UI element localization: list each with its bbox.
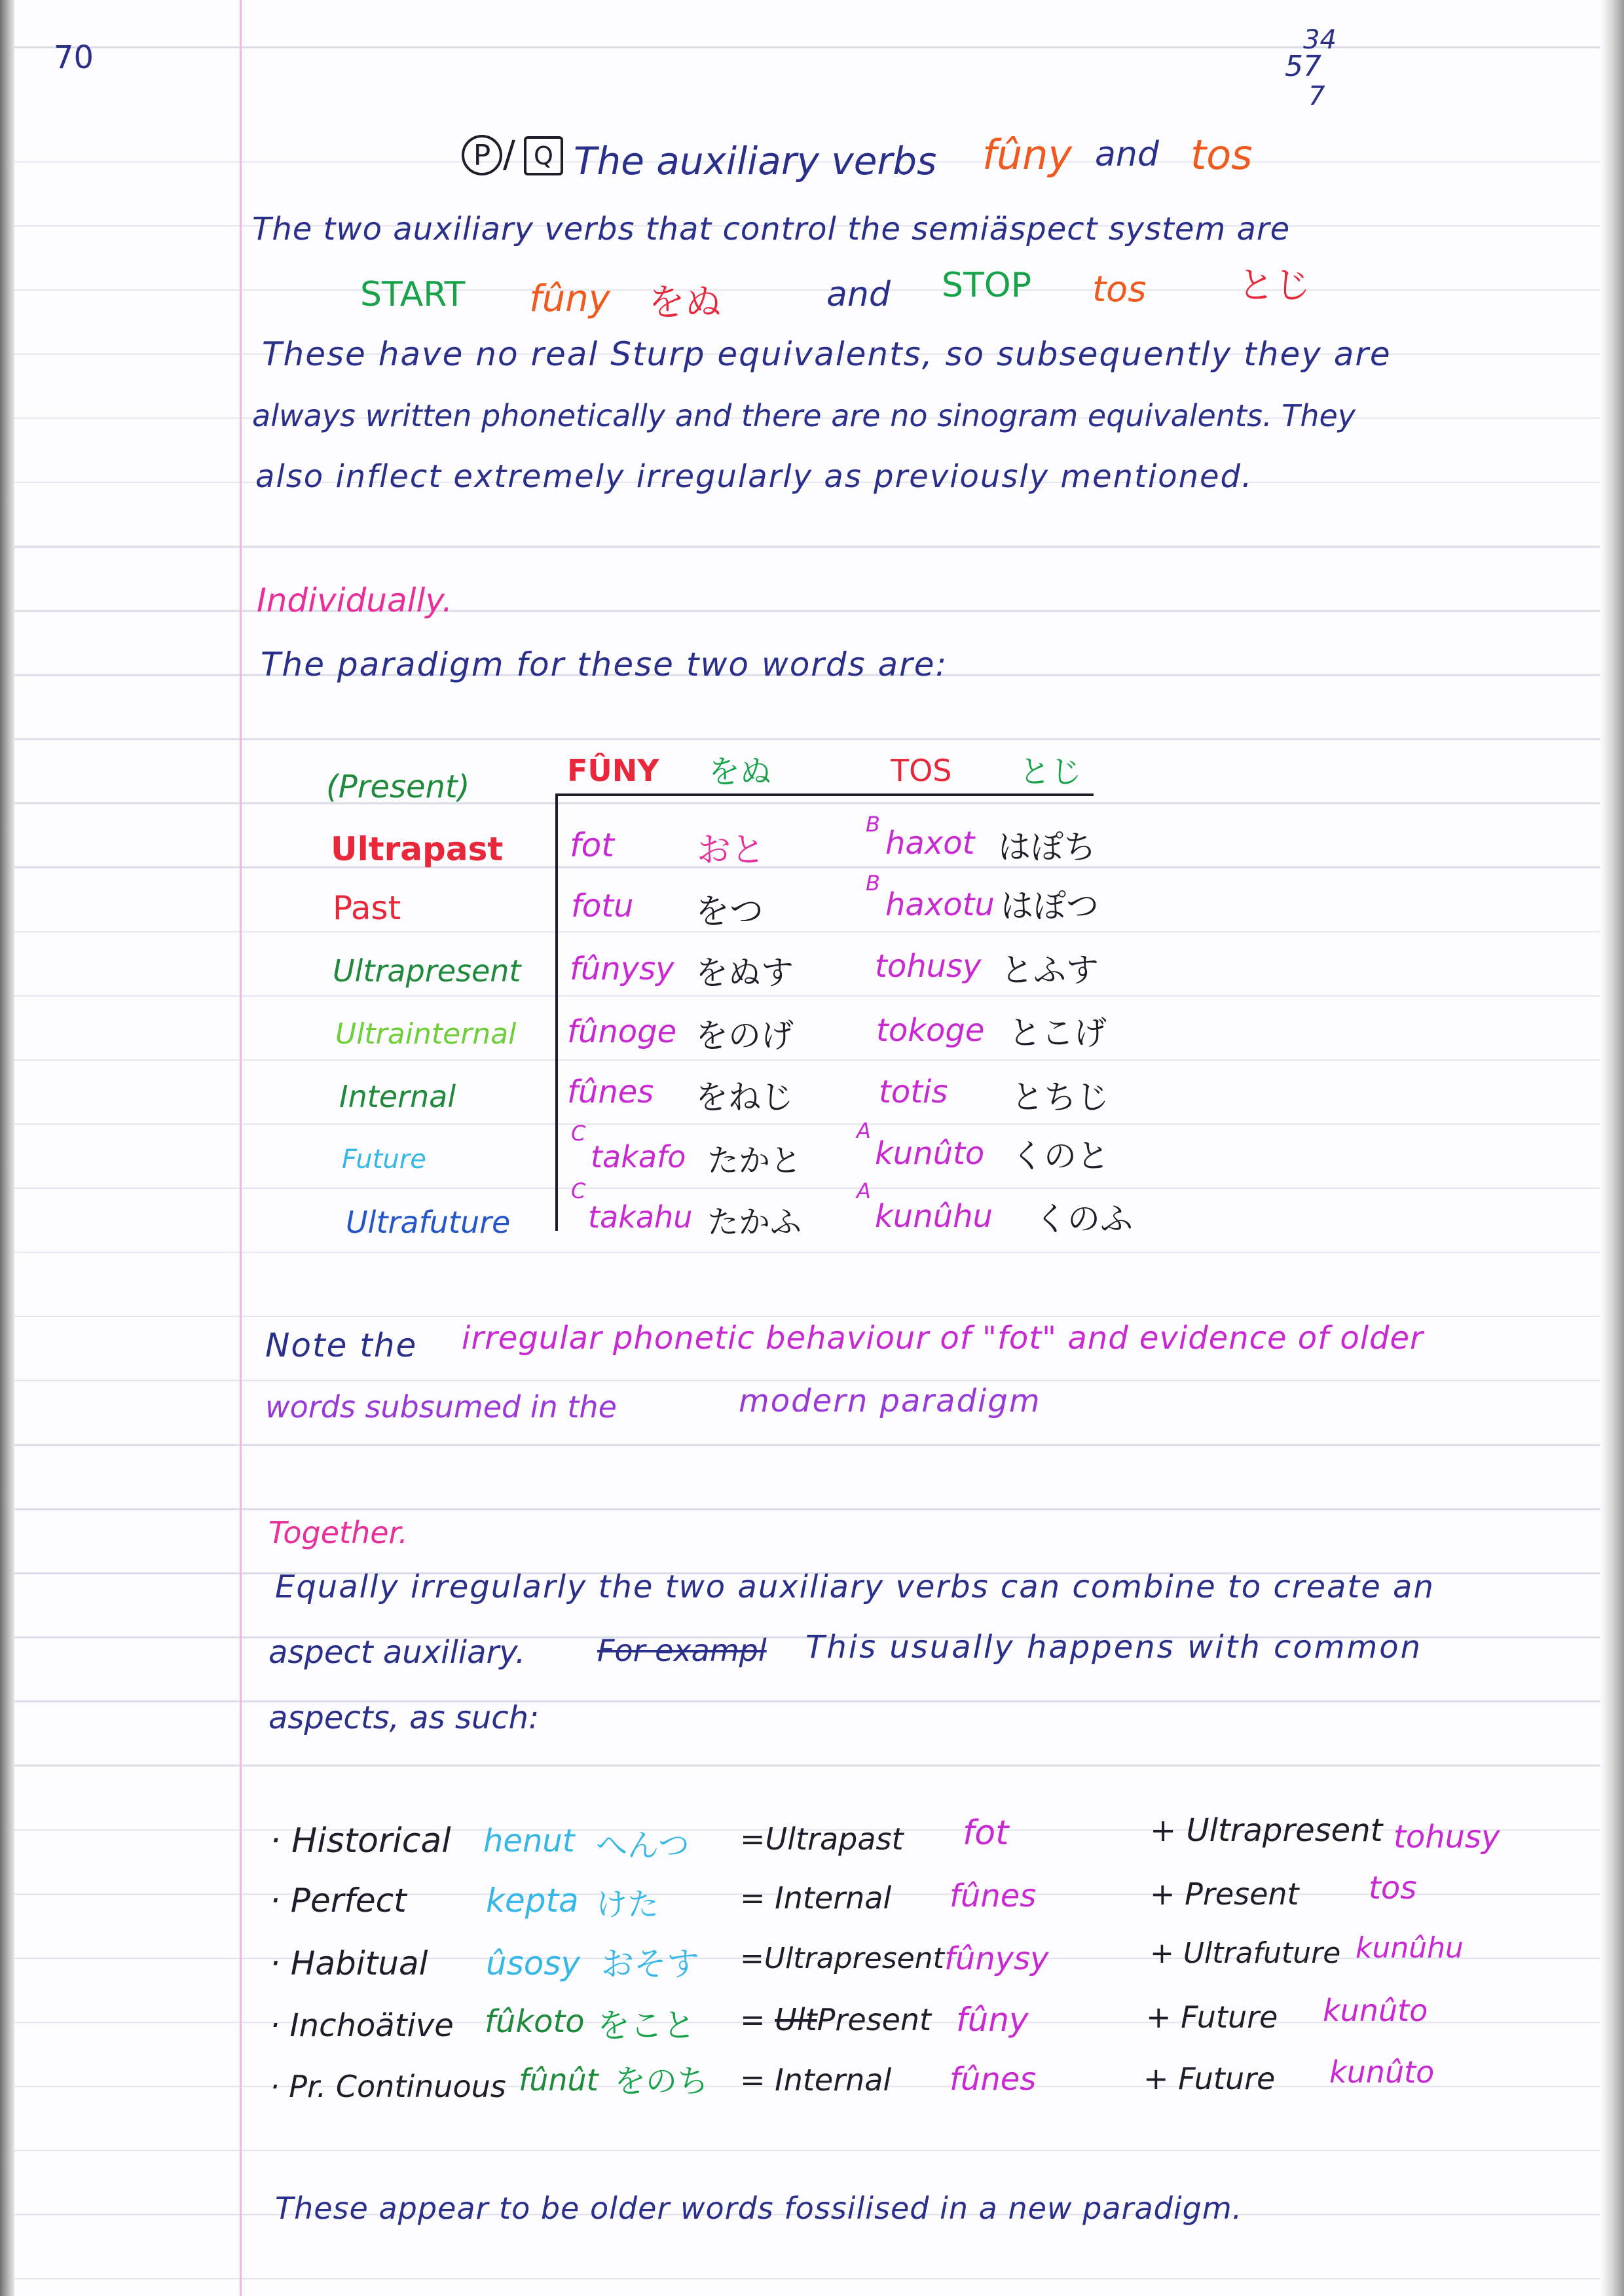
stop-word: tos: [1092, 268, 1147, 310]
combo-perfect-b: tos: [1369, 1870, 1417, 1906]
combo-historical-word: henut: [483, 1823, 575, 1859]
combo-habitual-eq: =Ultrapresent: [740, 1942, 944, 1975]
page-number: 70: [54, 39, 94, 76]
tos-ultrafuture: kunûhu: [875, 1198, 993, 1235]
intro-line1: The two auxiliary verbs that control the semiäspect system are: [252, 211, 1291, 247]
mark-p-circle: [462, 135, 502, 175]
corner-note-1: 34: [1303, 25, 1337, 55]
mark-p: P: [473, 138, 491, 172]
note-line2a: words subsumed in the: [265, 1389, 617, 1425]
tos-kana-future: くのと: [1011, 1137, 1109, 1175]
combo-name: Inchoätive: [289, 2007, 454, 2044]
corner-note-3: 7: [1308, 81, 1325, 111]
combo-historical-plus: + Ultrapresent: [1150, 1812, 1383, 1849]
combo-inchoative-plus: + Future: [1146, 1999, 1278, 2035]
combo-continuous-b: kunûto: [1329, 2054, 1435, 2090]
individually-text: The paradigm for these two words are:: [261, 646, 948, 683]
together-line1: Equally irregularly the two auxiliary verbs can combine to create an: [275, 1569, 1435, 1605]
mark-q-triangle: [524, 136, 563, 175]
combo-habitual-plus: + Ultrafuture: [1150, 1937, 1341, 1970]
col-tos-kana: とじ: [1019, 754, 1082, 790]
funy-kana-future: たかと: [707, 1142, 802, 1179]
combo-name: Habitual: [290, 1944, 428, 1982]
combo-eq-struck: Ult: [775, 2002, 817, 2037]
funy-ultrafuture: takahu: [588, 1199, 693, 1235]
corner-note-2: 57: [1285, 50, 1321, 83]
row-label-past: Past: [333, 889, 401, 927]
note-line2b: modern paradigm: [739, 1383, 1041, 1419]
combo-inchoative-eq: [740, 2002, 931, 2037]
funy-kana-internal: をねじ: [695, 1078, 794, 1116]
intro-line5: also inflect extremely irregularly as previously mentioned.: [255, 458, 1253, 495]
heading-text: The auxiliary verbs: [574, 139, 937, 183]
combo-inchoative-b: kunûto: [1323, 1993, 1428, 2028]
combo-historical-b: tohusy: [1393, 1819, 1500, 1855]
note-body: irregular phonetic behaviour of "fot" and evidence of older: [462, 1320, 1424, 1357]
together-line2a: aspect auxiliary.: [268, 1634, 526, 1671]
row-label-future: Future: [342, 1144, 426, 1175]
combo-continuous-kana: をのち: [614, 2063, 709, 2100]
combo-continuous-name: · Pr. Continuous: [270, 2069, 506, 2104]
start-word: fûny: [529, 278, 610, 320]
intro-and: and: [826, 275, 891, 314]
start-kana: をぬ: [648, 282, 722, 324]
combo-continuous-plus: + Future: [1143, 2061, 1276, 2096]
intro-line3: These have no real Sturp equivalents, so subsequently they are: [262, 335, 1392, 373]
closing-line: These appear to be older words fossilised in a new paradigm.: [275, 2191, 1243, 2226]
combo-inchoative-name: · Inchoätive: [270, 2007, 454, 2044]
funy-ultrafuture-sup: C: [571, 1178, 586, 1203]
funy-ultrainternal: fûnoge: [567, 1013, 677, 1050]
tos-past: haxotu: [885, 886, 995, 923]
combo-continuous-word: fûnût: [519, 2062, 599, 2098]
funy-ultrapast: fot: [570, 826, 614, 864]
heading-verb2: tos: [1190, 131, 1253, 179]
combo-habitual-word: ûsosy: [486, 1944, 580, 1982]
tos-future-sup: A: [857, 1118, 871, 1143]
tos-past-sup: B: [866, 871, 880, 896]
combo-inchoative-a: fûny: [956, 2001, 1029, 2039]
row-label-ultrapast: Ultrapast: [331, 830, 504, 868]
tos-internal: totis: [879, 1074, 948, 1110]
combo-continuous-eq: = Internal: [740, 2062, 892, 2098]
table-left-rule: [555, 795, 558, 1231]
combo-perfect-name: · Perfect: [270, 1882, 407, 1920]
page-binding: [0, 0, 14, 2296]
combo-perfect-word: kepta: [486, 1882, 579, 1920]
combo-historical-eq: =Ultrapast: [740, 1821, 904, 1857]
individually-heading: Individually.: [257, 581, 452, 619]
tos-kana-ultrapast: はぽち: [998, 828, 1096, 866]
row-label-internal: Internal: [339, 1079, 456, 1114]
col-funy: FÛNY: [567, 753, 659, 788]
mark-q: Q: [534, 141, 553, 170]
tos-kana-ultrapresent: とふす: [1001, 951, 1099, 989]
present-label: (Present): [326, 769, 470, 805]
margin-line: [240, 0, 242, 2296]
tos-kana-internal: とちじ: [1011, 1078, 1109, 1116]
combo-perfect-a: fûnes: [950, 1878, 1037, 1914]
note-lead: Note the: [265, 1326, 418, 1364]
combo-habitual-a: fûnysy: [944, 1941, 1049, 1977]
tos-ultrapresent: tohusy: [875, 948, 982, 985]
combo-name: Pr. Continuous: [289, 2069, 506, 2104]
stop-label: STOP: [942, 266, 1032, 305]
mark-slash: /: [503, 134, 515, 176]
together-heading: Together.: [268, 1515, 408, 1550]
combo-eq-sign: =: [740, 2002, 766, 2037]
funy-kana-ultrainternal: をのげ: [695, 1017, 794, 1055]
tos-kana-ultrainternal: とこげ: [1008, 1014, 1107, 1052]
col-tos: TOS: [891, 753, 952, 788]
page-edge: [1600, 0, 1624, 2296]
combo-habitual-name: · Habitual: [270, 1944, 428, 1982]
funy-kana-ultrafuture: たかふ: [707, 1204, 802, 1241]
heading-verb1: fûny: [982, 131, 1073, 179]
row-label-ultrafuture: Ultrafuture: [346, 1205, 511, 1240]
combo-perfect-plus: + Present: [1150, 1876, 1299, 1912]
together-line2b: This usually happens with common: [805, 1629, 1423, 1666]
funy-ultrapresent: fûnysy: [570, 951, 674, 987]
funy-future-sup: C: [571, 1121, 586, 1146]
tos-future: kunûto: [875, 1135, 985, 1172]
start-label: START: [360, 275, 466, 314]
tos-ultrapast: haxot: [885, 825, 975, 862]
combo-habitual-kana: おそす: [601, 1945, 699, 1983]
funy-past: fotu: [571, 888, 634, 924]
heading-and: and: [1095, 135, 1159, 174]
tos-kana-past: はぽつ: [1001, 887, 1099, 925]
tos-ultrapast-sup: B: [866, 812, 880, 837]
combo-inchoative-kana: をこと: [597, 2007, 695, 2045]
combo-historical-name: · Historical: [270, 1821, 451, 1861]
combo-name: Historical: [291, 1821, 451, 1861]
intro-line4: always written phonetically and there are no sinogram equivalents. They: [252, 398, 1356, 433]
combo-perfect-eq: = Internal: [740, 1880, 892, 1916]
funy-internal: fûnes: [567, 1074, 654, 1110]
table-top-rule: [555, 793, 1094, 796]
combo-perfect-kana: けた: [596, 1886, 659, 1923]
combo-inchoative-word: fûkoto: [485, 2003, 585, 2040]
combo-historical-a: fot: [963, 1813, 1009, 1853]
funy-kana-ultrapast: おと: [697, 831, 766, 870]
col-funy-kana: をぬ: [709, 754, 772, 790]
row-label-ultrapresent: Ultrapresent: [333, 953, 521, 989]
funy-future: takafo: [591, 1139, 686, 1175]
funy-kana-past: をつ: [695, 892, 764, 932]
stop-kana: とじ: [1238, 264, 1311, 307]
combo-eq-rest: Present: [817, 2002, 932, 2037]
combo-name: Perfect: [290, 1882, 407, 1920]
funy-kana-ultrapresent: をぬす: [695, 954, 794, 992]
combo-habitual-b: kunûhu: [1356, 1931, 1464, 1965]
row-label-ultrainternal: Ultrainternal: [335, 1017, 517, 1051]
tos-ultrainternal: tokoge: [876, 1012, 985, 1049]
together-line3: aspects, as such:: [268, 1700, 540, 1736]
tos-kana-ultrafuture: くのふ: [1035, 1200, 1133, 1238]
combo-historical-kana: へんつ: [596, 1827, 690, 1864]
combo-continuous-a: fûnes: [950, 2061, 1037, 2098]
together-struck: For exampl: [597, 1633, 767, 1668]
tos-ultrafuture-sup: A: [857, 1178, 871, 1203]
